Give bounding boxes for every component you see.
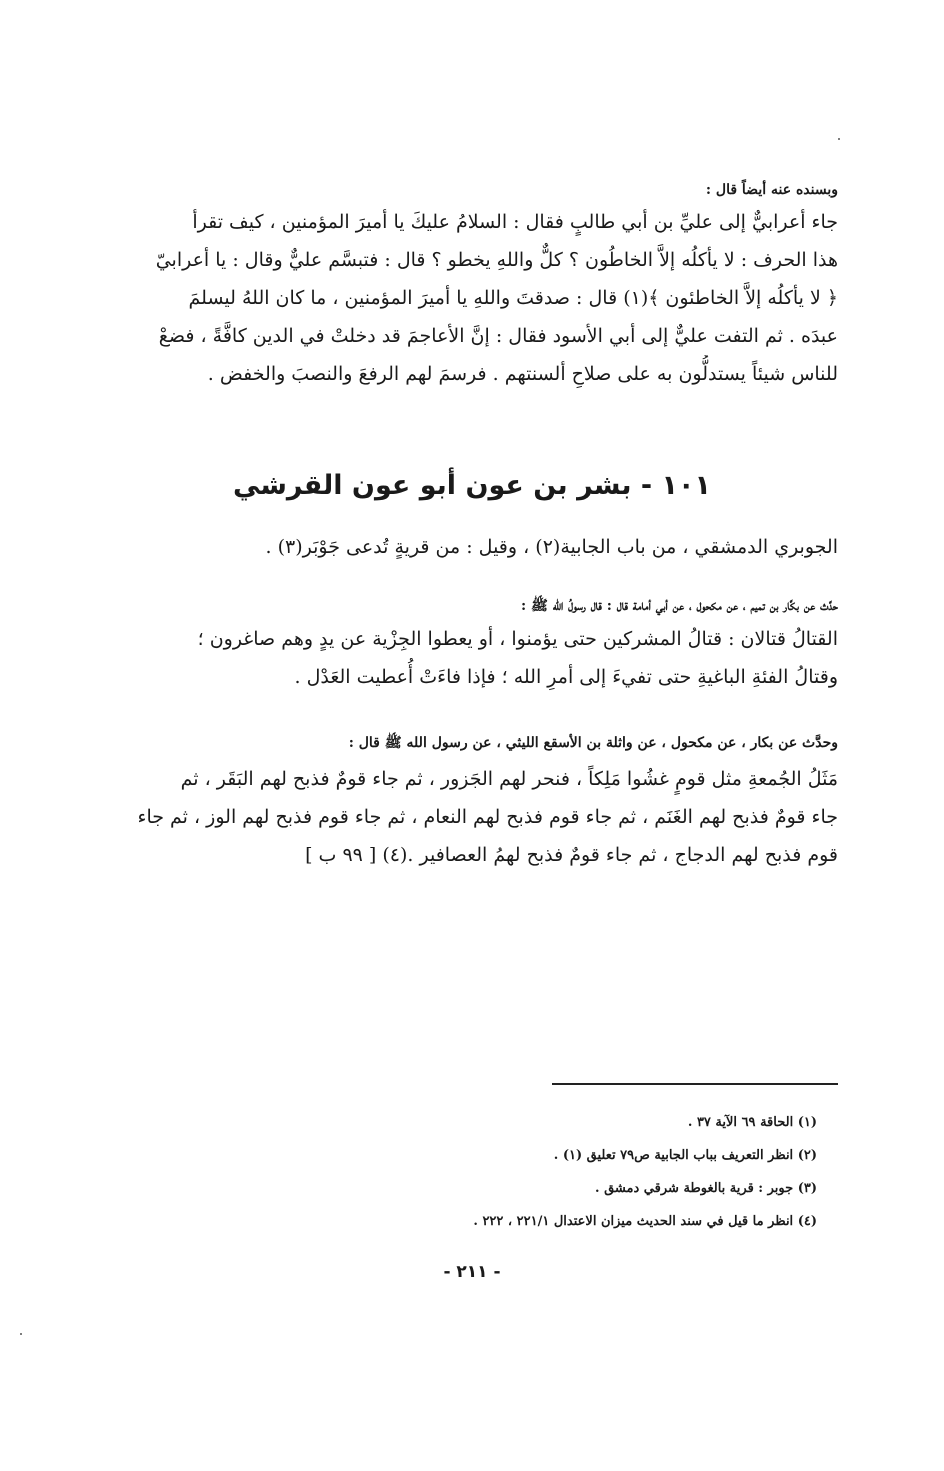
footnote-item: (٢) انظر التعريف بباب الجابية ص٧٩ تعليق (١) .: [553, 1148, 817, 1163]
footnotes: [117, 1106, 817, 1238]
footnote-separator: [552, 1083, 838, 1085]
intro-line: جاء أعرابيٌّ إلى عليِّ بن أبي طالبٍ فقال : السلامُ عليكَ يا أميرَ المؤمنين ، كيف تقرأ: [192, 211, 838, 233]
hadith1-text: [103, 620, 838, 696]
hadith2-chain: وحدَّث عن بكار ، عن مكحول ، عن واثلة بن الأسقع الليثي ، عن رسول الله ﷺ قال :: [348, 735, 838, 751]
scan-speck: [20, 1333, 22, 1335]
hadith1-line: القتالُ قتالان : قتالُ المشركين حتى يؤمنوا ، أو يعطوا الجِزْية عن يدٍ وهم صاغرون ؛: [197, 628, 838, 650]
footnote-item: (١) الحاقة ٦٩ الآية ٣٧ .: [687, 1115, 817, 1130]
hadith2-text: [103, 760, 838, 874]
hadith1-line: وقتالُ الفئةِ الباغيةِ حتى تفيءَ إلى أمرِ الله ؛ فإذا فاءَتْ أُعطيت العَدْل .: [294, 666, 838, 688]
intro-line: ﴿ لا يأكلُه إلاَّ الخاطئون ﴾(١) قال : صدقتَ واللهِ يا أميرَ المؤمنين ، ما كان اللهُ ليسلمَ: [188, 287, 838, 309]
entry-title: ١٠١ - بشر بن عون أبو عون القرشي: [233, 470, 711, 501]
hadith2-line: قوم فذبح لهم الدجاج ، ثم جاء قومٌ فذبح لهمُ العصافير .(٤) [ ٩٩ ب ]: [305, 844, 838, 866]
scan-speck: [838, 138, 840, 140]
hadith2-line: جاء قومٌ فذبح لهم الغَنَم ، ثم جاء قوم فذبح لهم النعام ، ثم جاء قوم فذبح لهم الوز ، ثم جاء: [137, 806, 838, 828]
intro-line: للناس شيئاً يستدلُّون به على صلاحِ ألسنتهم . فرسمَ لهم الرفعَ والنصبَ والخفض .: [207, 363, 838, 385]
footnote-item: (٣) جوبر : قرية بالغوطة شرقي دمشق .: [595, 1181, 817, 1196]
intro-paragraph: [103, 203, 838, 393]
intro-line: عبدَه . ثم التفت عليٌّ إلى أبي الأسود فقال : إنَّ الأعاجمَ قد دخلتْ في الدين كافَّةً ، فضعْ: [158, 325, 838, 347]
intro-chain: وبسنده عنه أيضاً قال :: [705, 182, 838, 198]
hadith2-line: مَثَلُ الجُمعةِ مثل قومٍ غشُوا مَلِكاً ، فنحر لهم الجَزور ، ثم جاء قومٌ فذبح لهم البَقَر ، ثم: [180, 768, 838, 790]
intro-line: هذا الحرف : لا يأكلُه إلاَّ الخاطُون ؟ كلٌّ واللهِ يخطو ؟ قال : فتبسَّم عليٌّ وقال : يا أعرابيّ: [155, 249, 838, 271]
entry-subtitle: الجوبري الدمشقي ، من باب الجابية(٢) ، وقيل : من قريةٍ تُدعى جَوْبَر(٣) .: [265, 536, 838, 558]
footnote-item: (٤) انظر ما قيل في سند الحديث ميزان الاعتدال ٢٢١/١ ، ٢٢٢ .: [473, 1214, 817, 1229]
hadith1-chain: حدَّث عن بكَّار بن تميم ، عن مكحول ، عن أبي أمامة قال : قال رسولُ الله ﷺ :: [520, 598, 838, 614]
page-number: - ٢١١ -: [443, 1262, 501, 1282]
